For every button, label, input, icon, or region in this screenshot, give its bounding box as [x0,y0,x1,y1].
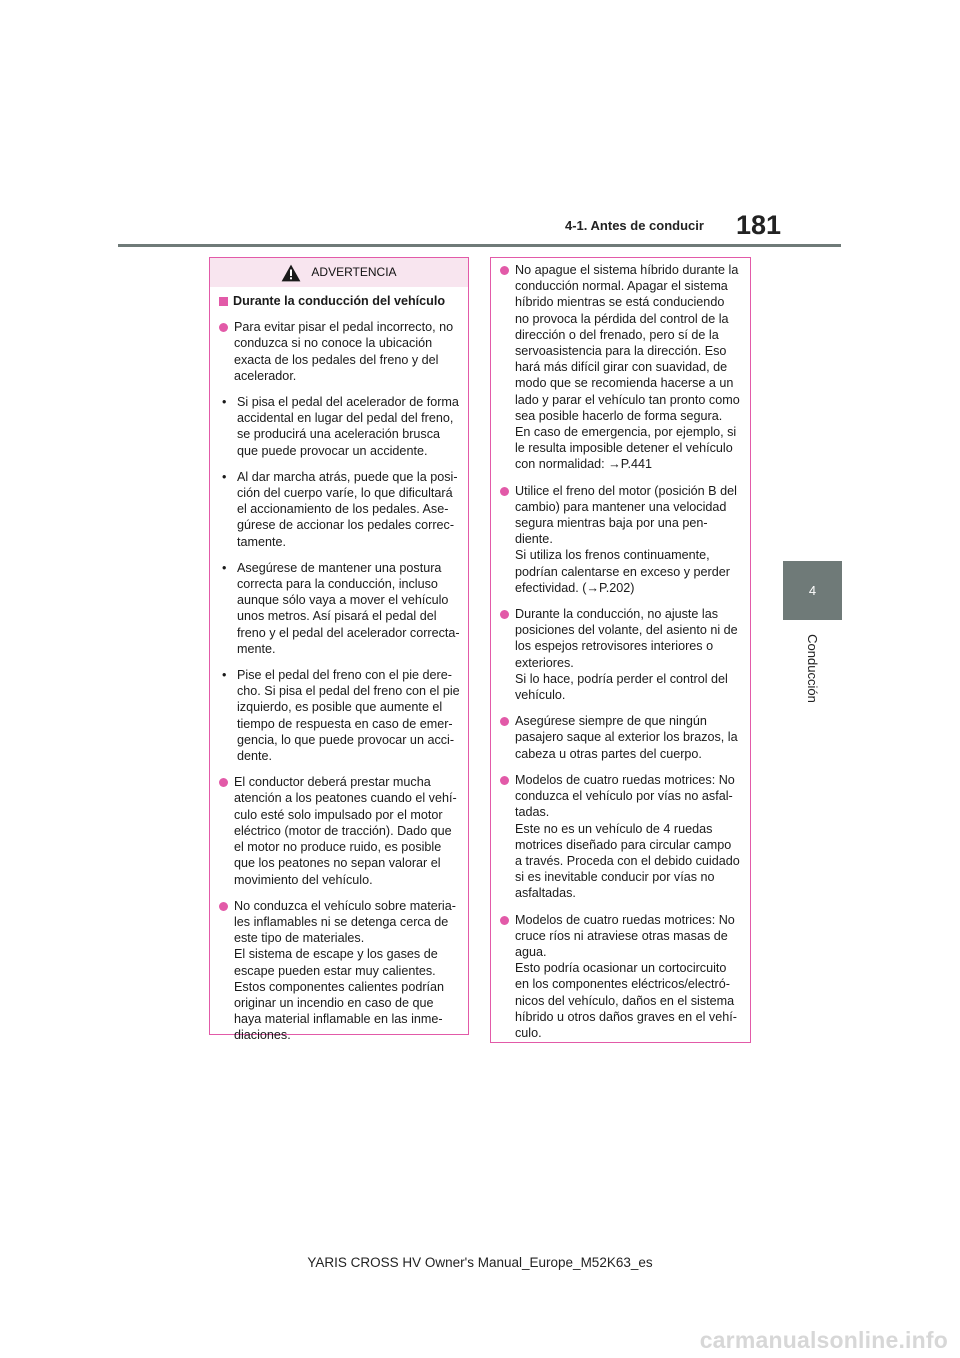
list-item [219,469,460,550]
list-item-text: Durante la conducción, no ajuste las posiciones del volante, del asiento ni de los espejos retrovisores interiores o exteriores. Si lo hace, podría perder el control del vehículo. [515,607,738,703]
warning-triangle-icon [281,264,301,282]
warning-list-left [219,319,460,1043]
circle-bullet-icon [500,717,509,726]
warning-subheading-text: Durante la conducción del vehículo [233,294,446,308]
list-item-text: Si pisa el pedal del acelerador de forma accidental en lugar del pedal del freno, se producirá una aceleración brusca que puede provocar un accidente. [237,395,459,458]
list-bullet: • [222,395,227,410]
list-item-text: Pise el pedal del freno con el pie dere- cho. Si pisa el pedal del freno con el pie izquierdo, es posible que aumente el tiempo de respuesta en caso de emer- gencia, lo que puede provocar un acci- dente. [237,668,460,764]
list-bullet: • [222,469,227,484]
circle-bullet-icon [500,266,509,275]
list-item-text: Al dar marcha atrás, puede que la posi- ción del cuerpo varíe, lo que dificultará el accionamiento de los pedales. Ase- gúrese de accionar los pedales correc- tamente. [237,469,458,549]
list-item [219,560,460,657]
square-bullet-icon [219,297,228,306]
list-item-text: Modelos de cuatro ruedas motrices: No conduzca el vehículo por vías no asfal- tadas. Este no es un vehículo de 4 ruedas motrices diseñado para circular campo a través. Proceda con el debido cuidado si es inevitable conducir por vías no asfaltadas. [515,772,740,901]
circle-bullet-icon [219,778,228,787]
warning-header [210,258,468,287]
list-item-text: Asegúrese de mantener una postura correcta para la conducción, incluso aunque sólo vaya a mover el vehículo unos metros. Así pisará el pedal del freno y el pedal del acelerador correcta- mente. [237,560,460,656]
circle-bullet-icon [219,323,228,332]
list-bullet: • [222,560,227,575]
page-number: 181 [736,210,782,240]
list-item-text: No apague el sistema híbrido durante la conducción normal. Apagar el sistema híbrido mientras se está conduciendo no provoca la pérdida del control de la dirección o del frenado, pero sí de la servoasistencia para la dirección. Eso hará más difícil girar con suavidad, de modo que se recomienda hacerse a un lado y parar el vehículo tan pronto como sea posible hacerlo de forma segura. En caso de emergencia, por ejemplo, si le resulta imposible detener el vehículo con normalidad: →P.441 [515,263,740,472]
list-item-text: Asegúrese siempre de que ningún pasajero saque al exterior los brazos, la cabeza u otras partes del cuerpo. [515,714,738,761]
list-item [219,667,460,764]
chapter-label-text: Conducción [805,633,820,703]
warning-list-right [500,262,742,1041]
list-item [500,262,742,473]
header-rule [118,244,841,247]
warning-body-right [491,258,750,1041]
list-item [500,483,742,596]
list-item-text: Utilice el freno del motor (posición B del cambio) para mantener una velocidad segura mientras baja por una pen- diente. Si utiliza los frenos continuamente, podrían calentarse en exceso y perder efectividad. (→P.202) [515,483,737,595]
chapter-tab [783,561,842,620]
circle-bullet-icon [500,610,509,619]
list-item [500,713,742,762]
chapter-number: 4 [808,583,817,598]
list-bullet: • [222,668,227,683]
list-item-text: Para evitar pisar el pedal incorrecto, no conduzca si no conoce la ubicación exacta de los pedales del freno y del acelerador. [234,320,454,383]
warning-body-left [210,287,468,1044]
list-item [500,606,742,703]
list-item-text: Modelos de cuatro ruedas motrices: No cruce ríos ni atraviese otras masas de agua. Esto podría ocasionar un cortocircuito en los componentes eléctricos/electró- nicos del vehículo, daños en el sistema híbrido u otros daños graves en el vehí- culo. [515,912,737,1040]
section-title: 4-1. Antes de conducir [565,218,704,233]
list-item-text: No conduzca el vehículo sobre materia- les inflamables ni se detenga cerca de este tipo de materiales. El sistema de escape y los gases de escape pueden estar muy calientes. Estos componentes calientes podrían originar un incendio en caso de que haya material inflamable en las inme- diaciones. [234,898,456,1043]
warning-box-left [209,257,469,1043]
list-item-text: El conductor deberá prestar mucha atención a los peatones cuando el vehí- culo esté solo impulsado por el motor eléctrico (motor de tracción). Dado que el motor no produce ruido, es posible que los peatones no sepan valorar el movimiento del vehículo. [234,775,457,887]
list-item [219,898,460,1044]
warning-subheading [219,293,460,309]
watermark: carmanualsonline.info [699,1327,948,1353]
warning-box-right [490,257,751,1043]
list-item [219,319,460,384]
circle-bullet-icon [500,916,509,925]
footer-manual-title: YARIS CROSS HV Owner's Manual_Europe_M52K63_es [307,1255,653,1270]
chapter-label [783,626,842,710]
warning-title: ADVERTENCIA [311,265,397,280]
circle-bullet-icon [219,902,228,911]
list-item [500,772,742,902]
list-item [500,912,742,1042]
list-item [219,774,460,887]
list-item [219,394,460,459]
circle-bullet-icon [500,487,509,496]
circle-bullet-icon [500,776,509,785]
